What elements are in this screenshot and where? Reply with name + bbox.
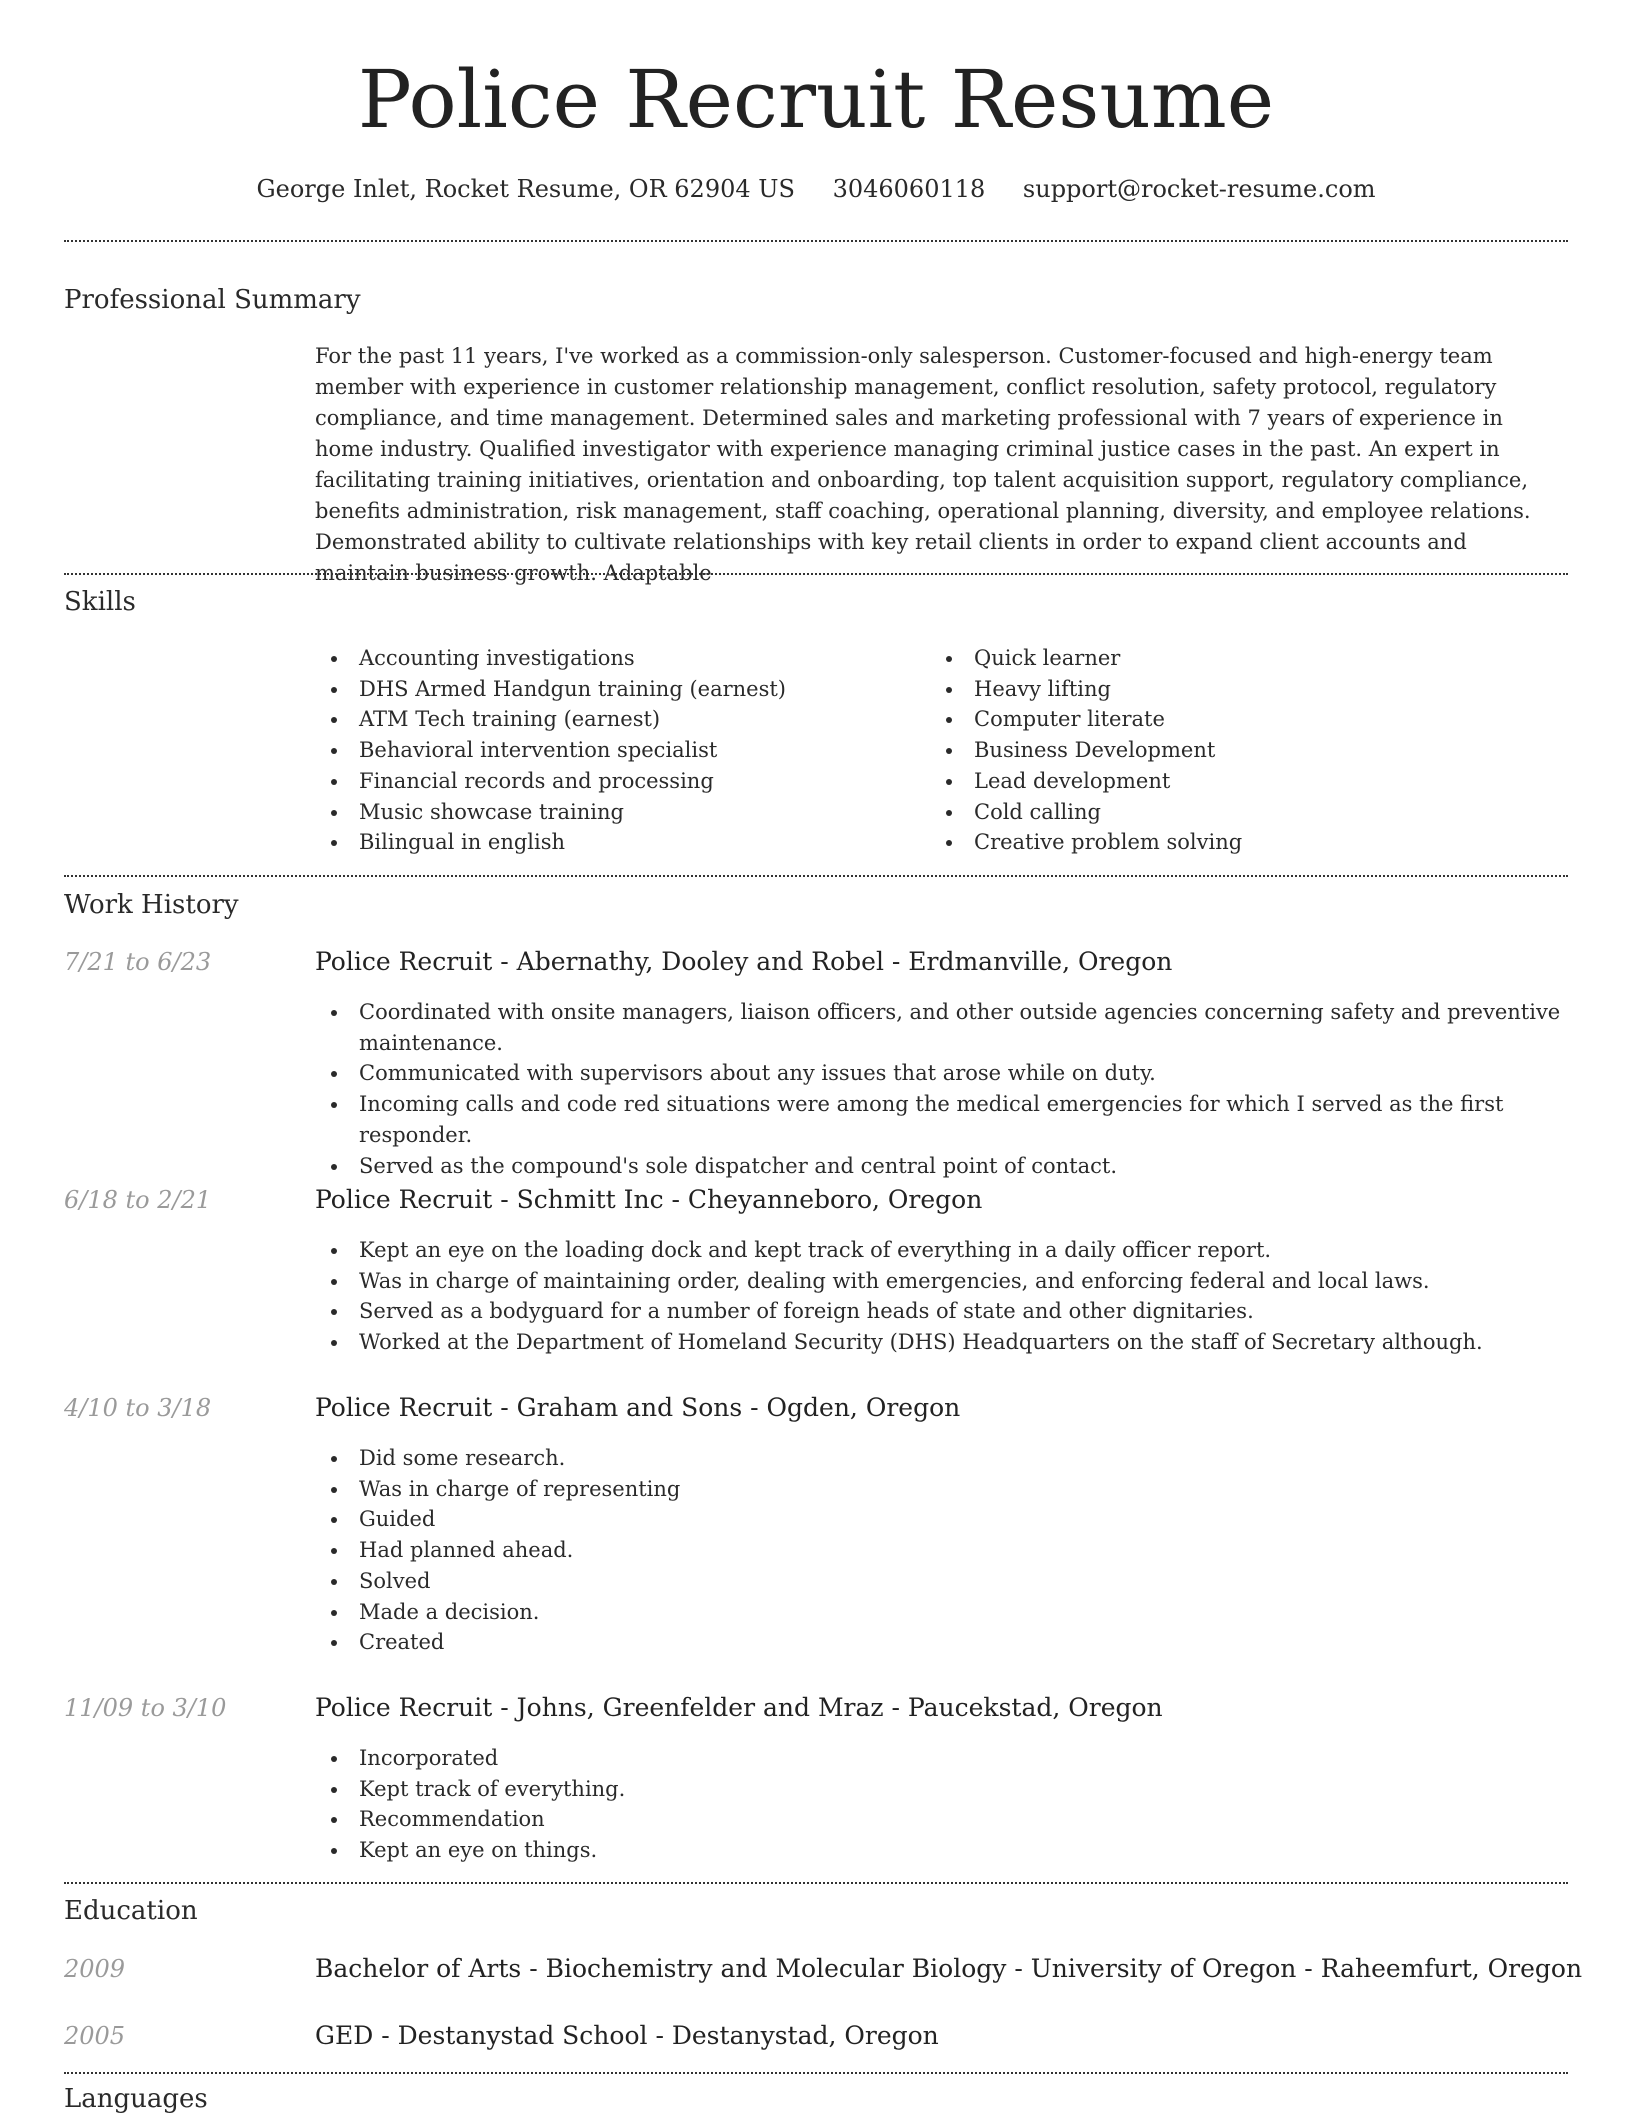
skill-item: DHS Armed Handgun training (earnest) — [315, 674, 915, 705]
duty-item: Made a decision. — [315, 1597, 1567, 1628]
skill-item: Financial records and processing — [315, 766, 915, 797]
section-divider — [64, 573, 1568, 575]
duty-item: Served as the compound's sole dispatcher and central point of contact. — [315, 1151, 1567, 1182]
skill-item: Lead development — [930, 766, 1530, 797]
skills-list-left — [315, 643, 915, 858]
section-divider — [64, 1882, 1568, 1884]
languages-heading: Languages — [64, 2084, 208, 2114]
duty-item: Kept track of everything. — [315, 1774, 1567, 1805]
skill-item: Cold calling — [930, 797, 1530, 828]
duty-item: Incoming calls and code red situations were among the medical emergencies for which I served as the first responder. — [315, 1089, 1567, 1150]
contact-phone: 3046060118 — [832, 175, 986, 203]
job-duties — [315, 997, 1567, 1181]
job-dates: 11/09 to 3/10 — [64, 1694, 227, 1722]
job-duties — [315, 1443, 1567, 1658]
skill-item: Creative problem solving — [930, 827, 1530, 858]
duty-item: Communicated with supervisors about any issues that arose while on duty. — [315, 1058, 1567, 1089]
contact-line — [0, 172, 1632, 206]
duty-item: Was in charge of representing — [315, 1474, 1567, 1505]
education-degree: Bachelor of Arts - Biochemistry and Molecular Biology - University of Oregon - Raheemfurt, Oregon — [315, 1954, 1583, 1983]
duty-item: Kept an eye on things. — [315, 1835, 1567, 1866]
skill-item: ATM Tech training (earnest) — [315, 704, 915, 735]
work-heading: Work History — [64, 890, 239, 920]
duty-item: Did some research. — [315, 1443, 1567, 1474]
education-heading: Education — [64, 1896, 198, 1926]
duty-item: Created — [315, 1627, 1567, 1658]
job-duties — [315, 1743, 1567, 1866]
section-divider — [64, 2072, 1568, 2074]
job-duties — [315, 1235, 1567, 1358]
section-divider — [64, 875, 1568, 877]
education-degree: GED - Destanystad School - Destanystad, Oregon — [315, 2021, 939, 2050]
skill-item: Bilingual in english — [315, 827, 915, 858]
duty-item: Coordinated with onsite managers, liaison officers, and other outside agencies concerning safety and preventive maintenance. — [315, 997, 1567, 1058]
job-dates: 4/10 to 3/18 — [64, 1394, 212, 1422]
duty-item: Recommendation — [315, 1804, 1567, 1835]
job-dates: 6/18 to 2/21 — [64, 1186, 212, 1214]
skill-item: Music showcase training — [315, 797, 915, 828]
contact-address: George Inlet, Rocket Resume, OR 62904 US — [256, 175, 795, 203]
duty-item: Had planned ahead. — [315, 1535, 1567, 1566]
skill-item: Accounting investigations — [315, 643, 915, 674]
job-title: Police Recruit - Abernathy, Dooley and Robel - Erdmanville, Oregon — [315, 947, 1173, 976]
job-title: Police Recruit - Schmitt Inc - Cheyanneboro, Oregon — [315, 1185, 983, 1214]
duty-item: Worked at the Department of Homeland Security (DHS) Headquarters on the staff of Secretary although. — [315, 1327, 1567, 1358]
duty-item: Guided — [315, 1504, 1567, 1535]
skill-item: Behavioral intervention specialist — [315, 735, 915, 766]
skill-item: Heavy lifting — [930, 674, 1530, 705]
job-title: Police Recruit - Johns, Greenfelder and Mraz - Paucekstad, Oregon — [315, 1693, 1163, 1722]
job-dates: 7/21 to 6/23 — [64, 948, 212, 976]
skill-item: Quick learner — [930, 643, 1530, 674]
education-year: 2005 — [64, 2022, 126, 2050]
section-divider — [64, 240, 1568, 242]
summary-text: For the past 11 years, I've worked as a commission-only salesperson. Customer-focused and high-energy team member with experience in customer relationship management, conflict resolution, safety protocol, regulatory compliance, and time management. Determined sales and marketing professional with 7 years of experience in home industry. Qualified investigator with experience managing criminal justice cases in the past. An expert in facilitating training initiatives, orientation and onboarding, top talent acquisition support, regulatory compliance, benefits administration, risk management, staff coaching, operational planning, diversity, and employee relations. Demonstrated ability to cultivate relationships with key retail clients in order to expand client accounts and maintain business growth. Adaptable — [315, 344, 1531, 585]
summary-heading: Professional Summary — [64, 285, 361, 315]
duty-item: Solved — [315, 1566, 1567, 1597]
duty-item: Kept an eye on the loading dock and kept track of everything in a daily officer report. — [315, 1235, 1567, 1266]
skills-heading: Skills — [64, 587, 136, 617]
skill-item: Business Development — [930, 735, 1530, 766]
duty-item: Was in charge of maintaining order, dealing with emergencies, and enforcing federal and local laws. — [315, 1266, 1567, 1297]
job-title: Police Recruit - Graham and Sons - Ogden, Oregon — [315, 1393, 961, 1422]
resume-title: Police Recruit Resume — [357, 53, 1275, 146]
skill-item: Computer literate — [930, 704, 1530, 735]
skills-list-right — [930, 643, 1530, 858]
duty-item: Incorporated — [315, 1743, 1567, 1774]
contact-email: support@rocket-resume.com — [1022, 175, 1376, 203]
education-year: 2009 — [64, 1955, 126, 1983]
duty-item: Served as a bodyguard for a number of foreign heads of state and other dignitaries. — [315, 1296, 1567, 1327]
